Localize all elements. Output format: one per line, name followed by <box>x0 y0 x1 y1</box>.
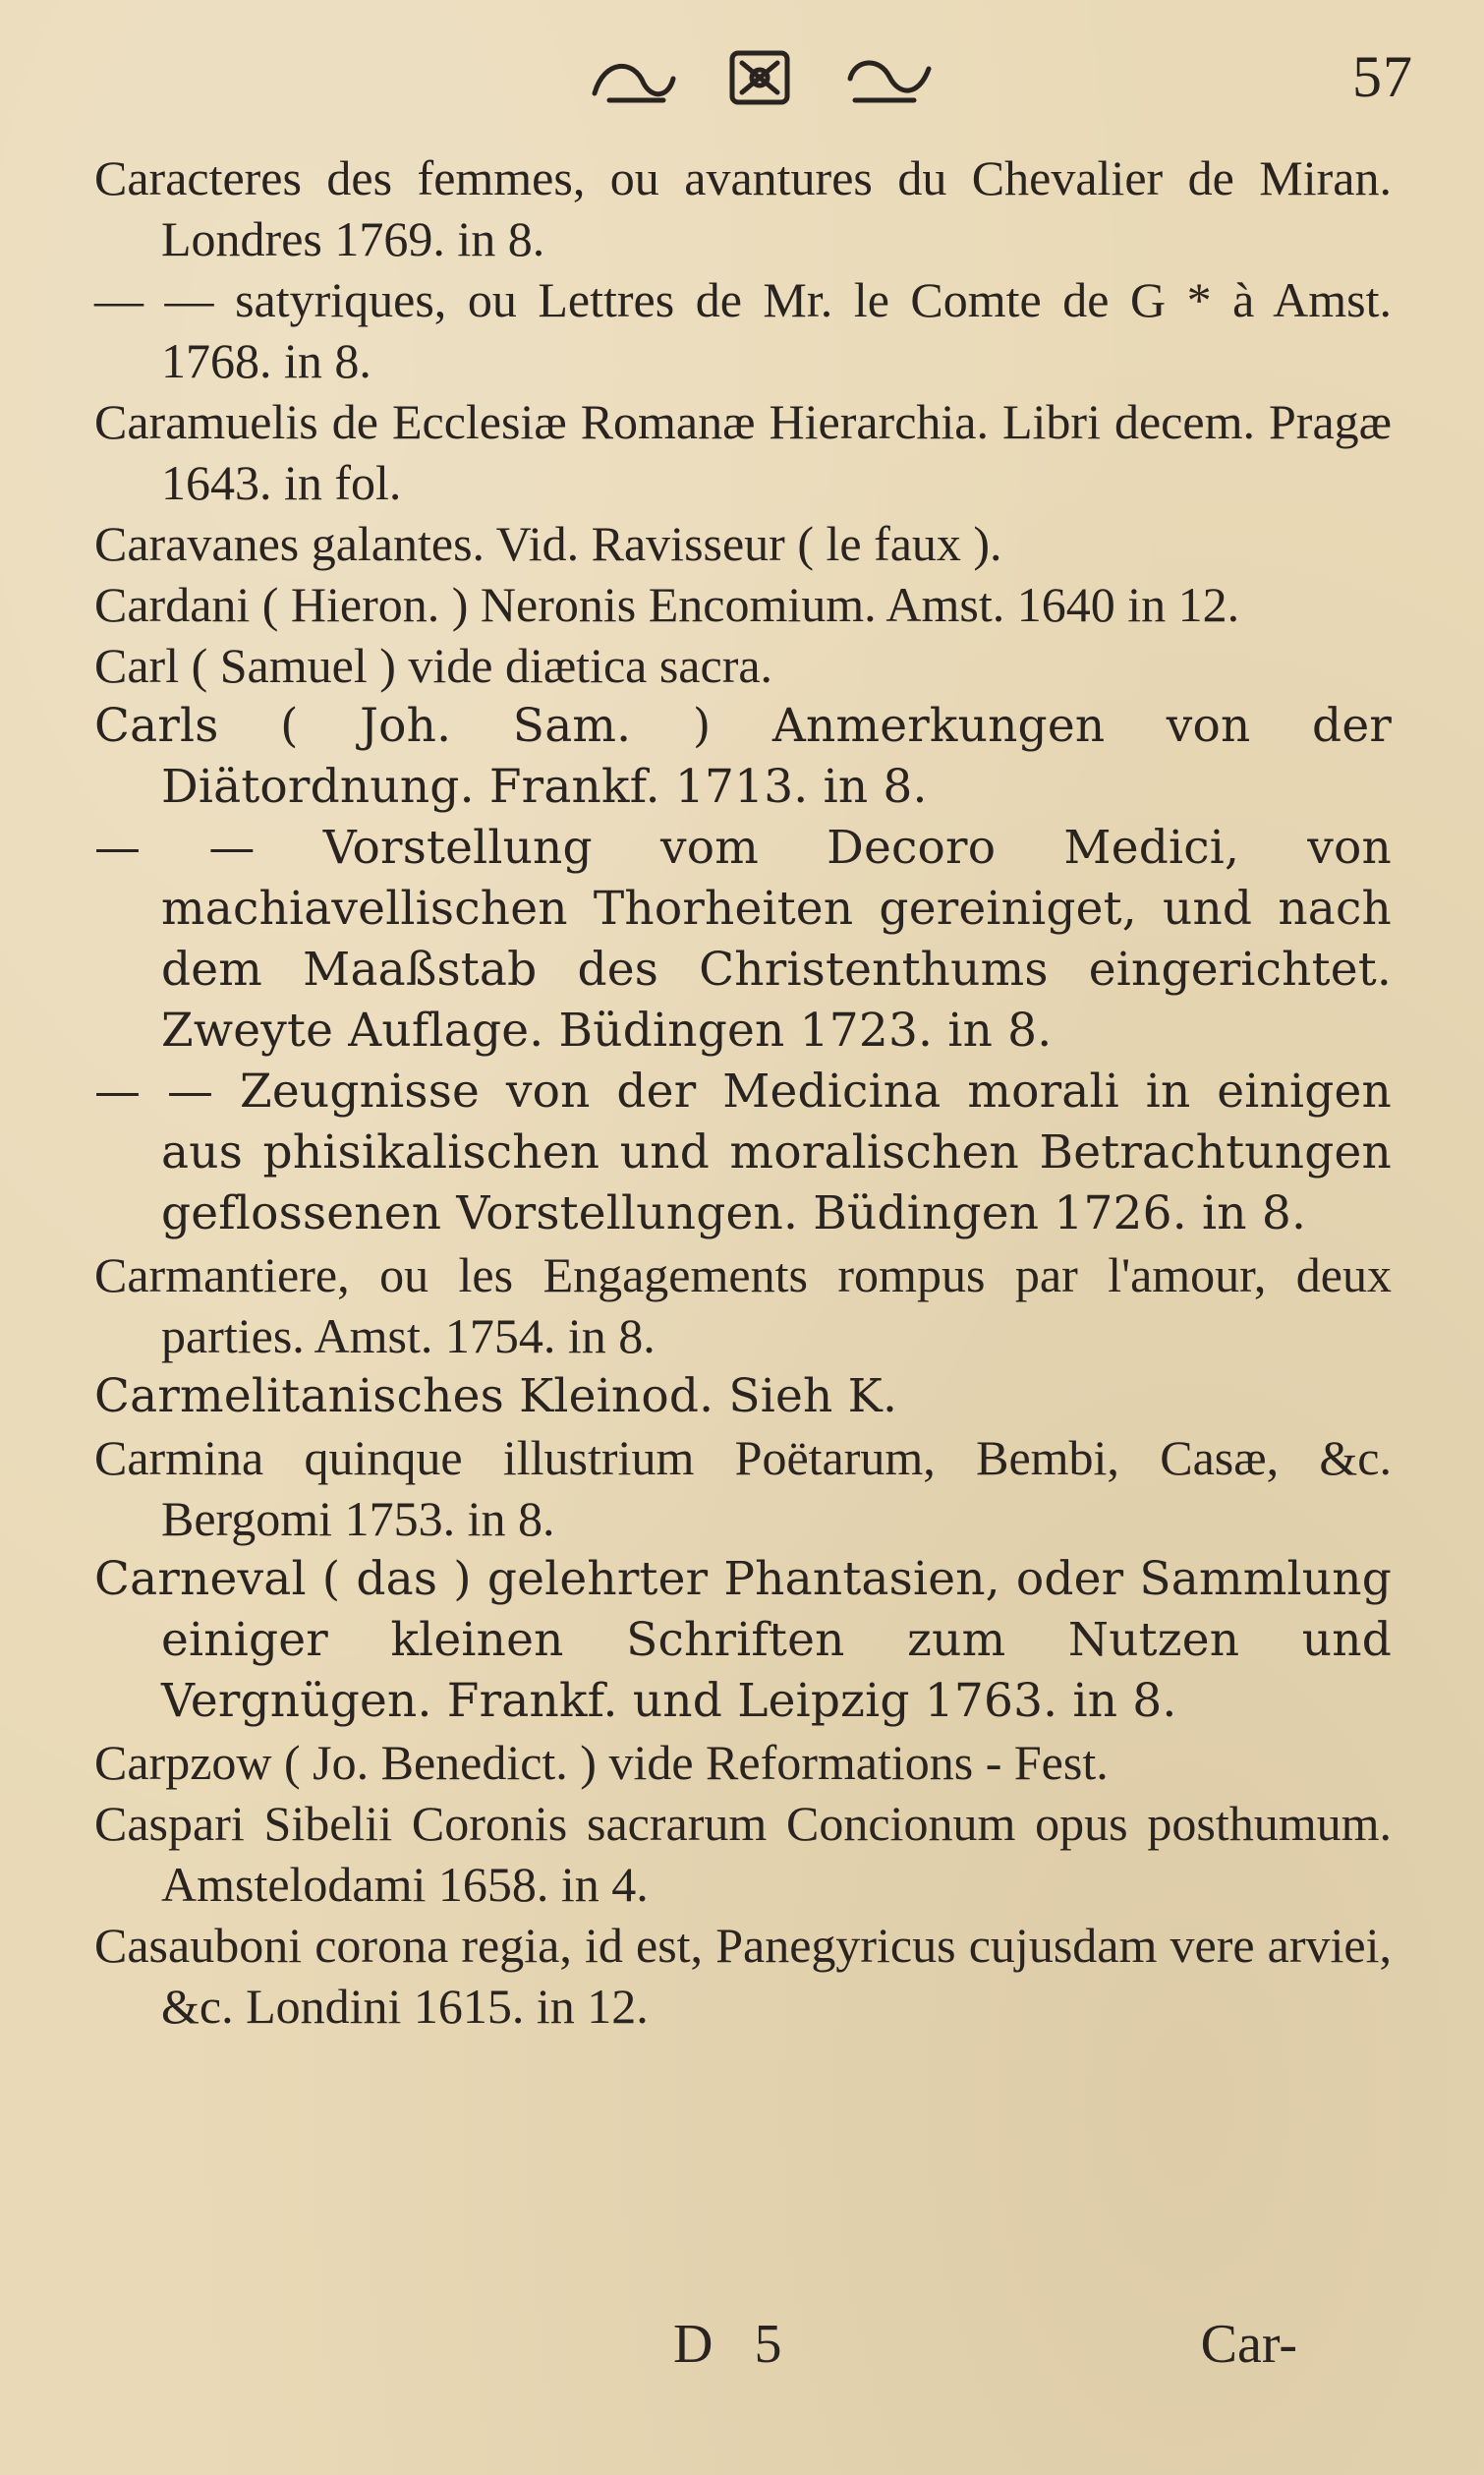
bibliography-entry: Carmina quinque illustrium Poëtarum, Bembi, Casæ, &c. Bergomi 1753. in 8. <box>94 1430 1392 1546</box>
bibliography-entry: Carl ( Samuel ) vide diætica sacra. <box>94 638 773 693</box>
bibliography-entry: Caspari Sibelii Coronis sacrarum Concionum opus posthumum. Amstelodami 1658. in 4. <box>94 1796 1392 1912</box>
bibliography-entry: Cardani ( Hieron. ) Neronis Encomium. Amst. 1640 in 12. <box>94 577 1240 632</box>
page-number: 57 <box>1352 44 1413 109</box>
bibliography-list <box>94 147 1392 2037</box>
bibliography-entry: — — Vorstellung vom Decoro Medici, von machiavellischen Thorheiten gereiniget, und nach dem Maaßstab des Christenthums eingerichtet. Zweyte Auflage. Büdingen 1723. in 8. <box>94 821 1392 1058</box>
page-header <box>0 29 1484 118</box>
bibliography-entry: — — satyriques, ou Lettres de Mr. le Comte de G * à Amst. 1768. in 8. <box>94 272 1392 388</box>
bibliography-entry: Carmelitanisches Kleinod. Sieh K. <box>94 1369 898 1423</box>
bibliography-entry: Carls ( Joh. Sam. ) Anmerkungen von der Diätordnung. Frankf. 1713. in 8. <box>94 699 1392 814</box>
bibliography-entry: Caramuelis de Ecclesiæ Romanæ Hierarchia. Libri decem. Pragæ 1643. in fol. <box>94 394 1392 510</box>
bibliography-entry: Casauboni corona regia, id est, Panegyricus cujusdam vere arviei, &c. Londini 1615. in 12. <box>94 1918 1392 2034</box>
catchword: Car- <box>1200 2314 1297 2375</box>
bibliography-entry: Carneval ( das ) gelehrter Phantasien, oder Sammlung einiger kleinen Schriften zum Nutzen und Vergnügen. Frankf. und Leipzig 1763. in 8. <box>94 1552 1392 1728</box>
page-footer <box>0 2315 1484 2384</box>
bibliography-entry: Caracteres des femmes, ou avantures du Chevalier de Miran. Londres 1769. in 8. <box>94 150 1392 266</box>
signature-mark: D 5 <box>673 2314 796 2375</box>
bibliography-entry: Carpzow ( Jo. Benedict. ) vide Reformations - Fest. <box>94 1735 1109 1790</box>
bibliography-entry: Carmantiere, ou les Engagements rompus par l'amour, deux parties. Amst. 1754. in 8. <box>94 1247 1392 1363</box>
printers-ornament-icon <box>575 39 948 118</box>
bibliography-entry: Caravanes galantes. Vid. Ravisseur ( le faux ). <box>94 516 1002 571</box>
bibliography-entry: — — Zeugnisse von der Medicina morali in einigen aus phisikalischen und moralischen Betrachtungen geflossenen Vorstellungen. Büdingen 1726. in 8. <box>94 1065 1392 1240</box>
